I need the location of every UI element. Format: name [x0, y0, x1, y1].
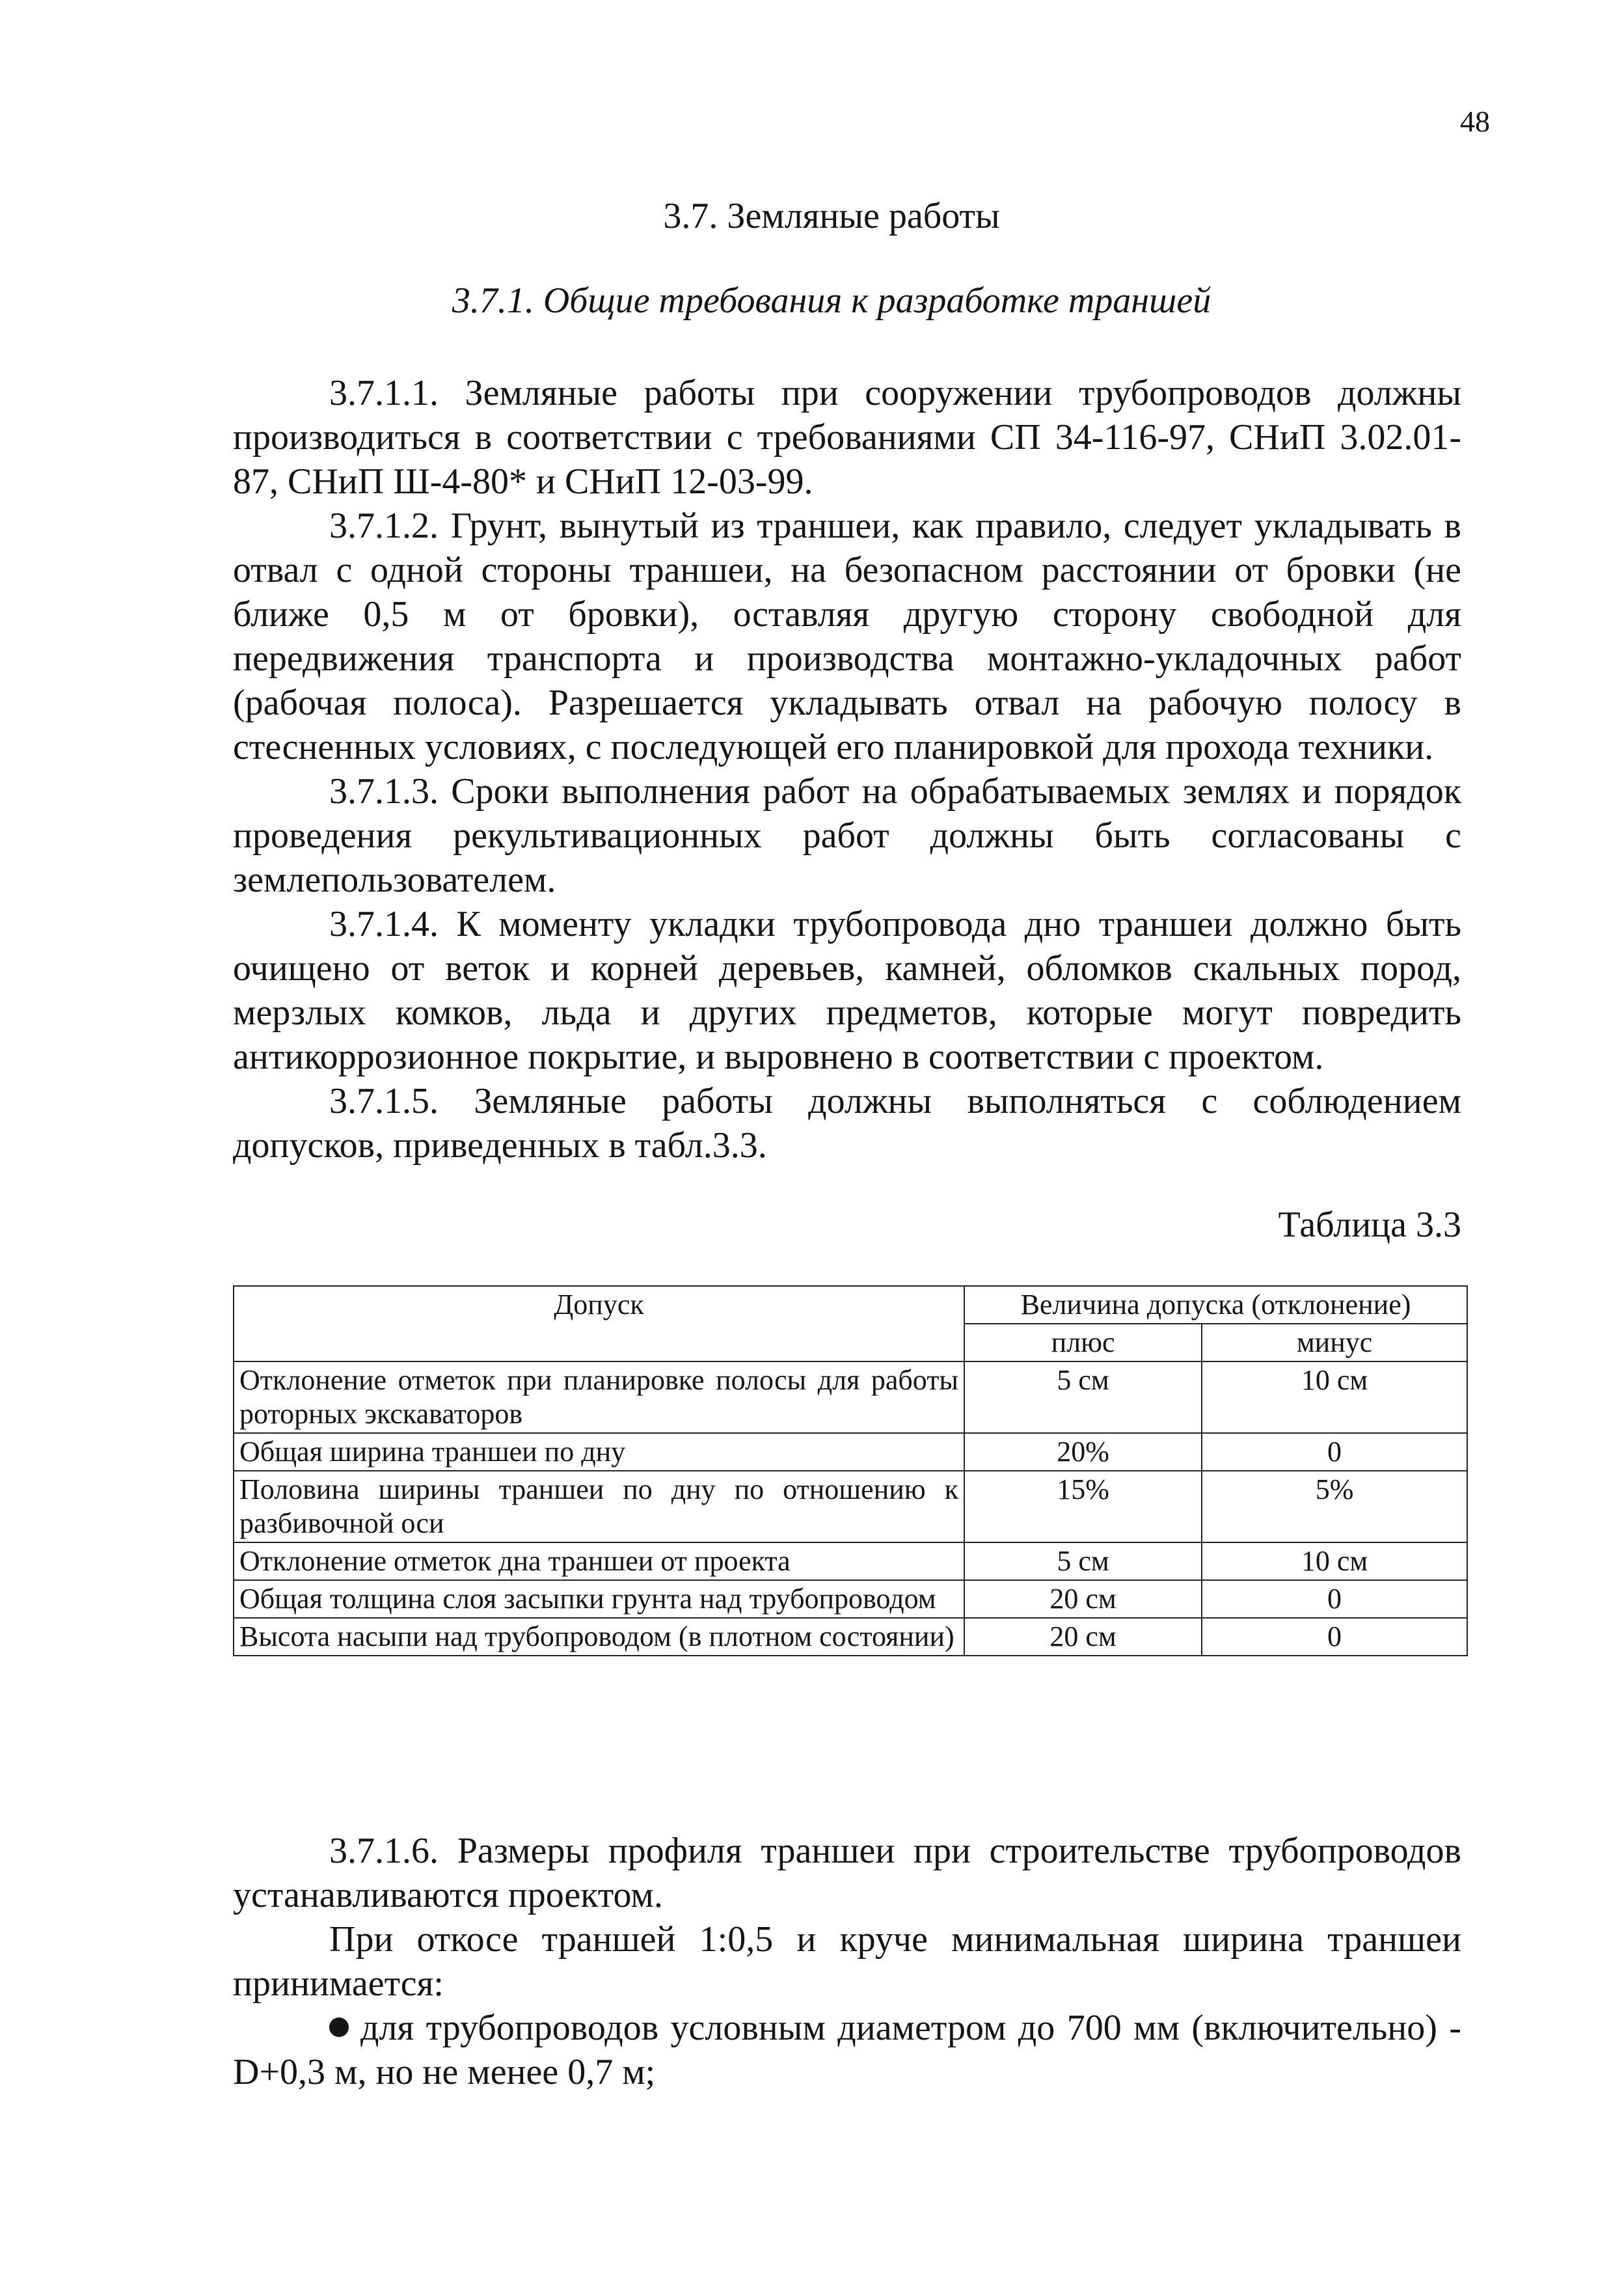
paragraph-3-7-1-6: 3.7.1.6. Размеры профиля траншеи при строительстве трубопроводов устанавливаются проектом.: [233, 1831, 1461, 1915]
table-caption: Таблица 3.3: [1278, 1205, 1461, 1245]
table-row: [234, 1433, 1467, 1471]
header-param: Допуск: [234, 1286, 964, 1361]
table-header-row: [234, 1286, 1467, 1324]
paragraph-3-7-1-4: 3.7.1.4. К моменту укладки трубопровода дно траншеи должно быть очищено от веток и корней деревьев, камней, обломков скальных пород, мерзлых комков, льда и других предметов, которые могут повредить антикоррозионное покрытие, и выровнено в соответствии с проектом.: [233, 904, 1461, 1077]
row-param: Высота насыпи над трубопроводом (в плотном состоянии): [234, 1618, 964, 1656]
page-number: 48: [1460, 105, 1490, 138]
row-param: Общая толщина слоя засыпки грунта над трубопроводом: [234, 1580, 964, 1618]
section-title: 3.7. Земляные работы: [663, 196, 1000, 236]
row-param: Отклонение отметок при планировке полосы для работы роторных экскаваторов: [234, 1361, 964, 1433]
row-plus: 20 см: [964, 1618, 1202, 1656]
row-minus: 10 см: [1202, 1361, 1467, 1433]
header-plus: плюс: [964, 1324, 1202, 1361]
tolerance-table: [233, 1285, 1468, 1656]
bullet-text: для трубопроводов условным диаметром до 700 мм (включительно) - D+0,3 м, но не менее 0,7 м;: [233, 2008, 1461, 2092]
row-param: Половина ширины траншеи по дну по отношению к разбивочной оси: [234, 1471, 964, 1542]
row-plus: 15%: [964, 1471, 1202, 1542]
bullet-item: [233, 2006, 1461, 2094]
row-minus: 10 см: [1202, 1542, 1467, 1580]
row-plus: 20 см: [964, 1580, 1202, 1618]
table-row: [234, 1542, 1467, 1580]
header-minus: минус: [1202, 1324, 1467, 1361]
bullet-icon: [329, 2017, 349, 2037]
body-text-top: [233, 371, 1461, 1168]
paragraph-3-7-1-5: 3.7.1.5. Земляные работы должны выполняться с соблюдением допусков, приведенных в табл.3.3.: [233, 1081, 1461, 1166]
row-minus: 0: [1202, 1433, 1467, 1471]
table-row: [234, 1618, 1467, 1656]
table-row: [234, 1471, 1467, 1542]
row-minus: 0: [1202, 1580, 1467, 1618]
row-minus: 0: [1202, 1618, 1467, 1656]
subsection-title: 3.7.1. Общие требования к разработке траншей: [452, 280, 1211, 321]
paragraph-slope: При откосе траншей 1:0,5 и круче минимальная ширина траншеи принимается:: [233, 1919, 1461, 2004]
row-param: Общая ширина траншеи по дну: [234, 1433, 964, 1471]
table-row: [234, 1580, 1467, 1618]
row-param: Отклонение отметок дна траншеи от проекта: [234, 1542, 964, 1580]
paragraph-3-7-1-3: 3.7.1.3. Сроки выполнения работ на обрабатываемых землях и порядок проведения рекультивационных работ должны быть согласованы с землепользователем.: [233, 771, 1461, 900]
paragraph-3-7-1-2: 3.7.1.2. Грунт, вынутый из траншеи, как правило, следует укладывать в отвал с одной стороны траншеи, на безопасном расстоянии от бровки (не ближе 0,5 м от бровки), оставляя другую сторону свободной для передвижения транспорта и производства монтажно-укладочных работ (рабочая полоса). Разрешается укладывать отвал на рабочую полосу в стесненных условиях, с последующей его планировкой для прохода техники.: [233, 506, 1461, 767]
header-value: Величина допуска (отклонение): [964, 1286, 1467, 1324]
body-text-bottom: [233, 1829, 1461, 2094]
paragraph-3-7-1-1: 3.7.1.1. Земляные работы при сооружении трубопроводов должны производиться в соответствии с требованиями СП 34-116-97, СНиП 3.02.01-87, СНиП Ш-4-80* и СНиП 12-03-99.: [233, 373, 1461, 502]
row-plus: 5 см: [964, 1361, 1202, 1433]
row-plus: 20%: [964, 1433, 1202, 1471]
row-minus: 5%: [1202, 1471, 1467, 1542]
row-plus: 5 см: [964, 1542, 1202, 1580]
table-row: [234, 1361, 1467, 1433]
